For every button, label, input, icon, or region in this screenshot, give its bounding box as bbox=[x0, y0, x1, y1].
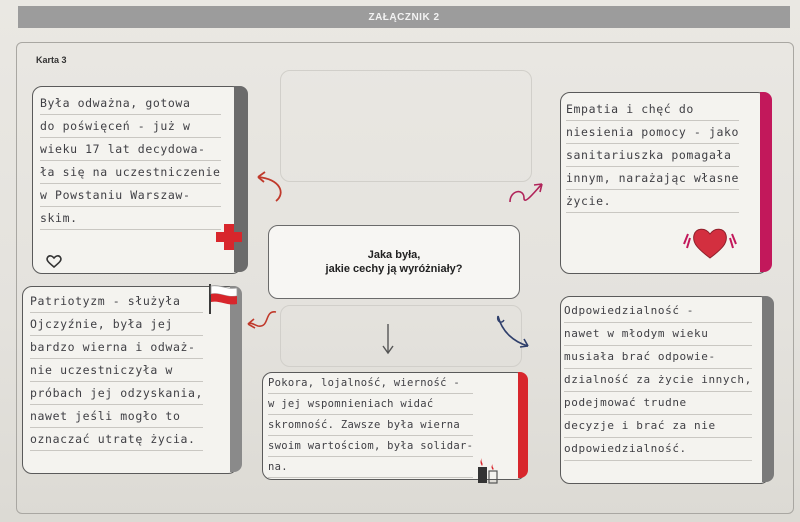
text-line: ła się na uczestniczenie bbox=[40, 161, 221, 184]
text-line: Empatia i chęć do bbox=[566, 98, 739, 121]
faint-background-card bbox=[280, 70, 532, 182]
arrow-to-humility-icon bbox=[378, 322, 398, 356]
arrow-to-patriotism-icon bbox=[244, 306, 280, 336]
text-line: sanitariuszka pomagała bbox=[566, 144, 739, 167]
card-courage-text bbox=[40, 92, 221, 230]
text-line: życie. bbox=[566, 190, 739, 213]
text-line: w jej wspomnieniach widać bbox=[268, 394, 473, 415]
card-empathy-text bbox=[566, 98, 739, 213]
text-line: decyzje i brać za nie bbox=[564, 415, 752, 438]
red-cross-icon bbox=[214, 222, 244, 252]
card-responsibility-shade bbox=[762, 296, 774, 482]
text-line: Odpowiedzialność - bbox=[564, 300, 752, 323]
arrow-to-responsibility-icon bbox=[494, 312, 534, 352]
text-line: Pokora, lojalność, wierność - bbox=[268, 373, 473, 394]
text-line: musiała brać odpowie- bbox=[564, 346, 752, 369]
text-line: niesienia pomocy - jako bbox=[566, 121, 739, 144]
text-line: nawet w młodym wieku bbox=[564, 323, 752, 346]
text-line: Była odważna, gotowa bbox=[40, 92, 221, 115]
text-line: nawet jeśli mogło to bbox=[30, 405, 203, 428]
text-line: do poświęceń - już w bbox=[40, 115, 221, 138]
central-question-card bbox=[268, 225, 520, 299]
text-line: w Powstaniu Warszaw- bbox=[40, 184, 221, 207]
header-bar bbox=[18, 6, 790, 28]
text-line: na. bbox=[268, 457, 473, 478]
arrow-to-empathy-icon bbox=[506, 176, 546, 208]
central-question-line1: Jaka była, bbox=[367, 249, 421, 261]
header-title: ZAŁĄCZNIK 2 bbox=[368, 11, 440, 23]
text-line: Patriotyzm - służyła bbox=[30, 290, 203, 313]
text-line: wieku 17 lat decydowa- bbox=[40, 138, 221, 161]
card-label: Karta 3 bbox=[36, 55, 67, 65]
card-humility-accent bbox=[518, 372, 528, 478]
text-line: oznaczać utratę życia. bbox=[30, 428, 203, 451]
candle-icon bbox=[474, 456, 502, 486]
card-patriotism-text bbox=[30, 290, 203, 451]
text-line: skromność. Zawsze była wierna bbox=[268, 415, 473, 436]
central-question-line2: jakie cechy ją wyróżniały? bbox=[325, 263, 463, 275]
card-empathy-accent bbox=[760, 92, 772, 272]
text-line: swoim wartościom, była solidar- bbox=[268, 436, 473, 457]
text-line: bardzo wierna i odważ- bbox=[30, 336, 203, 359]
text-line: dzialność za życie innych, bbox=[564, 369, 752, 392]
text-line: nie uczestniczyła w bbox=[30, 359, 203, 382]
card-responsibility-text bbox=[564, 300, 752, 461]
text-line: próbach jej odzyskania, bbox=[30, 382, 203, 405]
card-humility-text bbox=[268, 373, 473, 478]
text-line: podejmować trudne bbox=[564, 392, 752, 415]
text-line: skim. bbox=[40, 207, 221, 230]
text-line: innym, narażając własne bbox=[566, 167, 739, 190]
arrow-to-courage-icon bbox=[250, 165, 290, 205]
text-line: Ojczyźnie, była jej bbox=[30, 313, 203, 336]
heart-icon bbox=[680, 222, 740, 262]
polish-flag-icon bbox=[204, 282, 240, 316]
text-line: odpowiedzialność. bbox=[564, 438, 752, 461]
heart-outline-icon bbox=[46, 254, 62, 268]
faint-background-card bbox=[280, 305, 522, 367]
